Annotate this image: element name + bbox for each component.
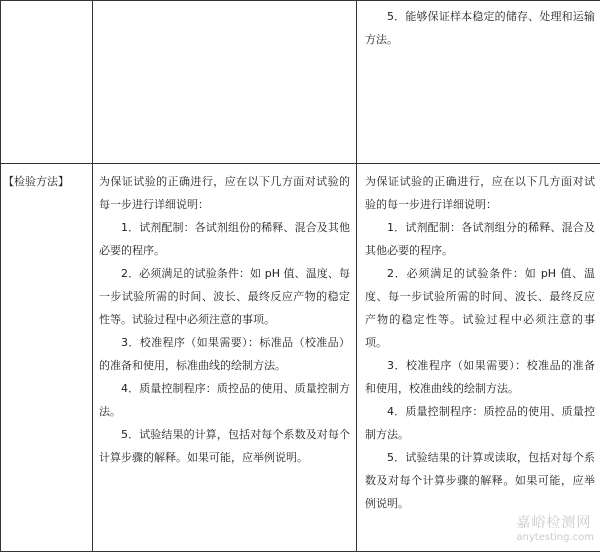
method-old-item: 2．必须满足的试验条件：如 pH 值、温度、每一步试验所需的时间、波长、最终反应产物的稳定性等。试验过程中必须注意的事项。	[99, 262, 350, 331]
method-new-item: 1．试剂配制：各试剂组分的稀释、混合及其他必要的程序。	[365, 216, 595, 262]
watermark	[516, 512, 594, 543]
method-old-item: 4．质量控制程序：质控品的使用、质量控制方法。	[99, 377, 350, 423]
storage-text: 5．能够保证样本稳定的储存、处理和运输方法。	[365, 5, 595, 51]
method-label-cell	[1, 164, 93, 552]
method-old-item: 5．试验结果的计算，包括对每个系数及对每个计算步骤的解释。如果可能，应举例说明。	[99, 423, 350, 469]
empty-label-cell	[1, 1, 93, 164]
method-label: 【检验方法】	[1, 164, 92, 193]
empty-middle-cell	[93, 1, 357, 164]
storage-cell	[357, 1, 600, 164]
table-row	[1, 164, 600, 552]
table-row	[1, 1, 600, 164]
method-new-item: 4．质量控制程序：质控品的使用、质量控制方法。	[365, 400, 595, 446]
method-new-item: 2．必须满足的试验条件：如 pH 值、温度、每一步试验所需的时间、波长、最终反应产物的稳定性等。试验过程中必须注意的事项。	[365, 262, 595, 354]
method-old-item: 3．校准程序（如果需要）：标准品（校准品）的准备和使用，标准曲线的绘制方法。	[99, 331, 350, 377]
watermark-sub: anytesting.com	[516, 532, 594, 543]
method-new-item: 5．试验结果的计算或读取，包括对每个系数及对每个计算步骤的解释。如果可能，应举例说明。	[365, 446, 595, 515]
method-new-intro: 为保证试验的正确进行，应在以下几方面对试验的每一步进行详细说明：	[365, 170, 595, 216]
method-new-item: 3．校准程序（如果需要）：校准品的准备和使用，校准曲线的绘制方法。	[365, 354, 595, 400]
method-old-intro: 为保证试验的正确进行，应在以下几方面对试验的每一步进行详细说明：	[99, 170, 350, 216]
watermark-text: 嘉峪检测网	[516, 515, 591, 531]
method-old-item: 1．试剂配制：各试剂组份的稀释、混合及其他必要的程序。	[99, 216, 350, 262]
method-new-cell	[357, 164, 600, 552]
method-old-cell	[93, 164, 357, 552]
